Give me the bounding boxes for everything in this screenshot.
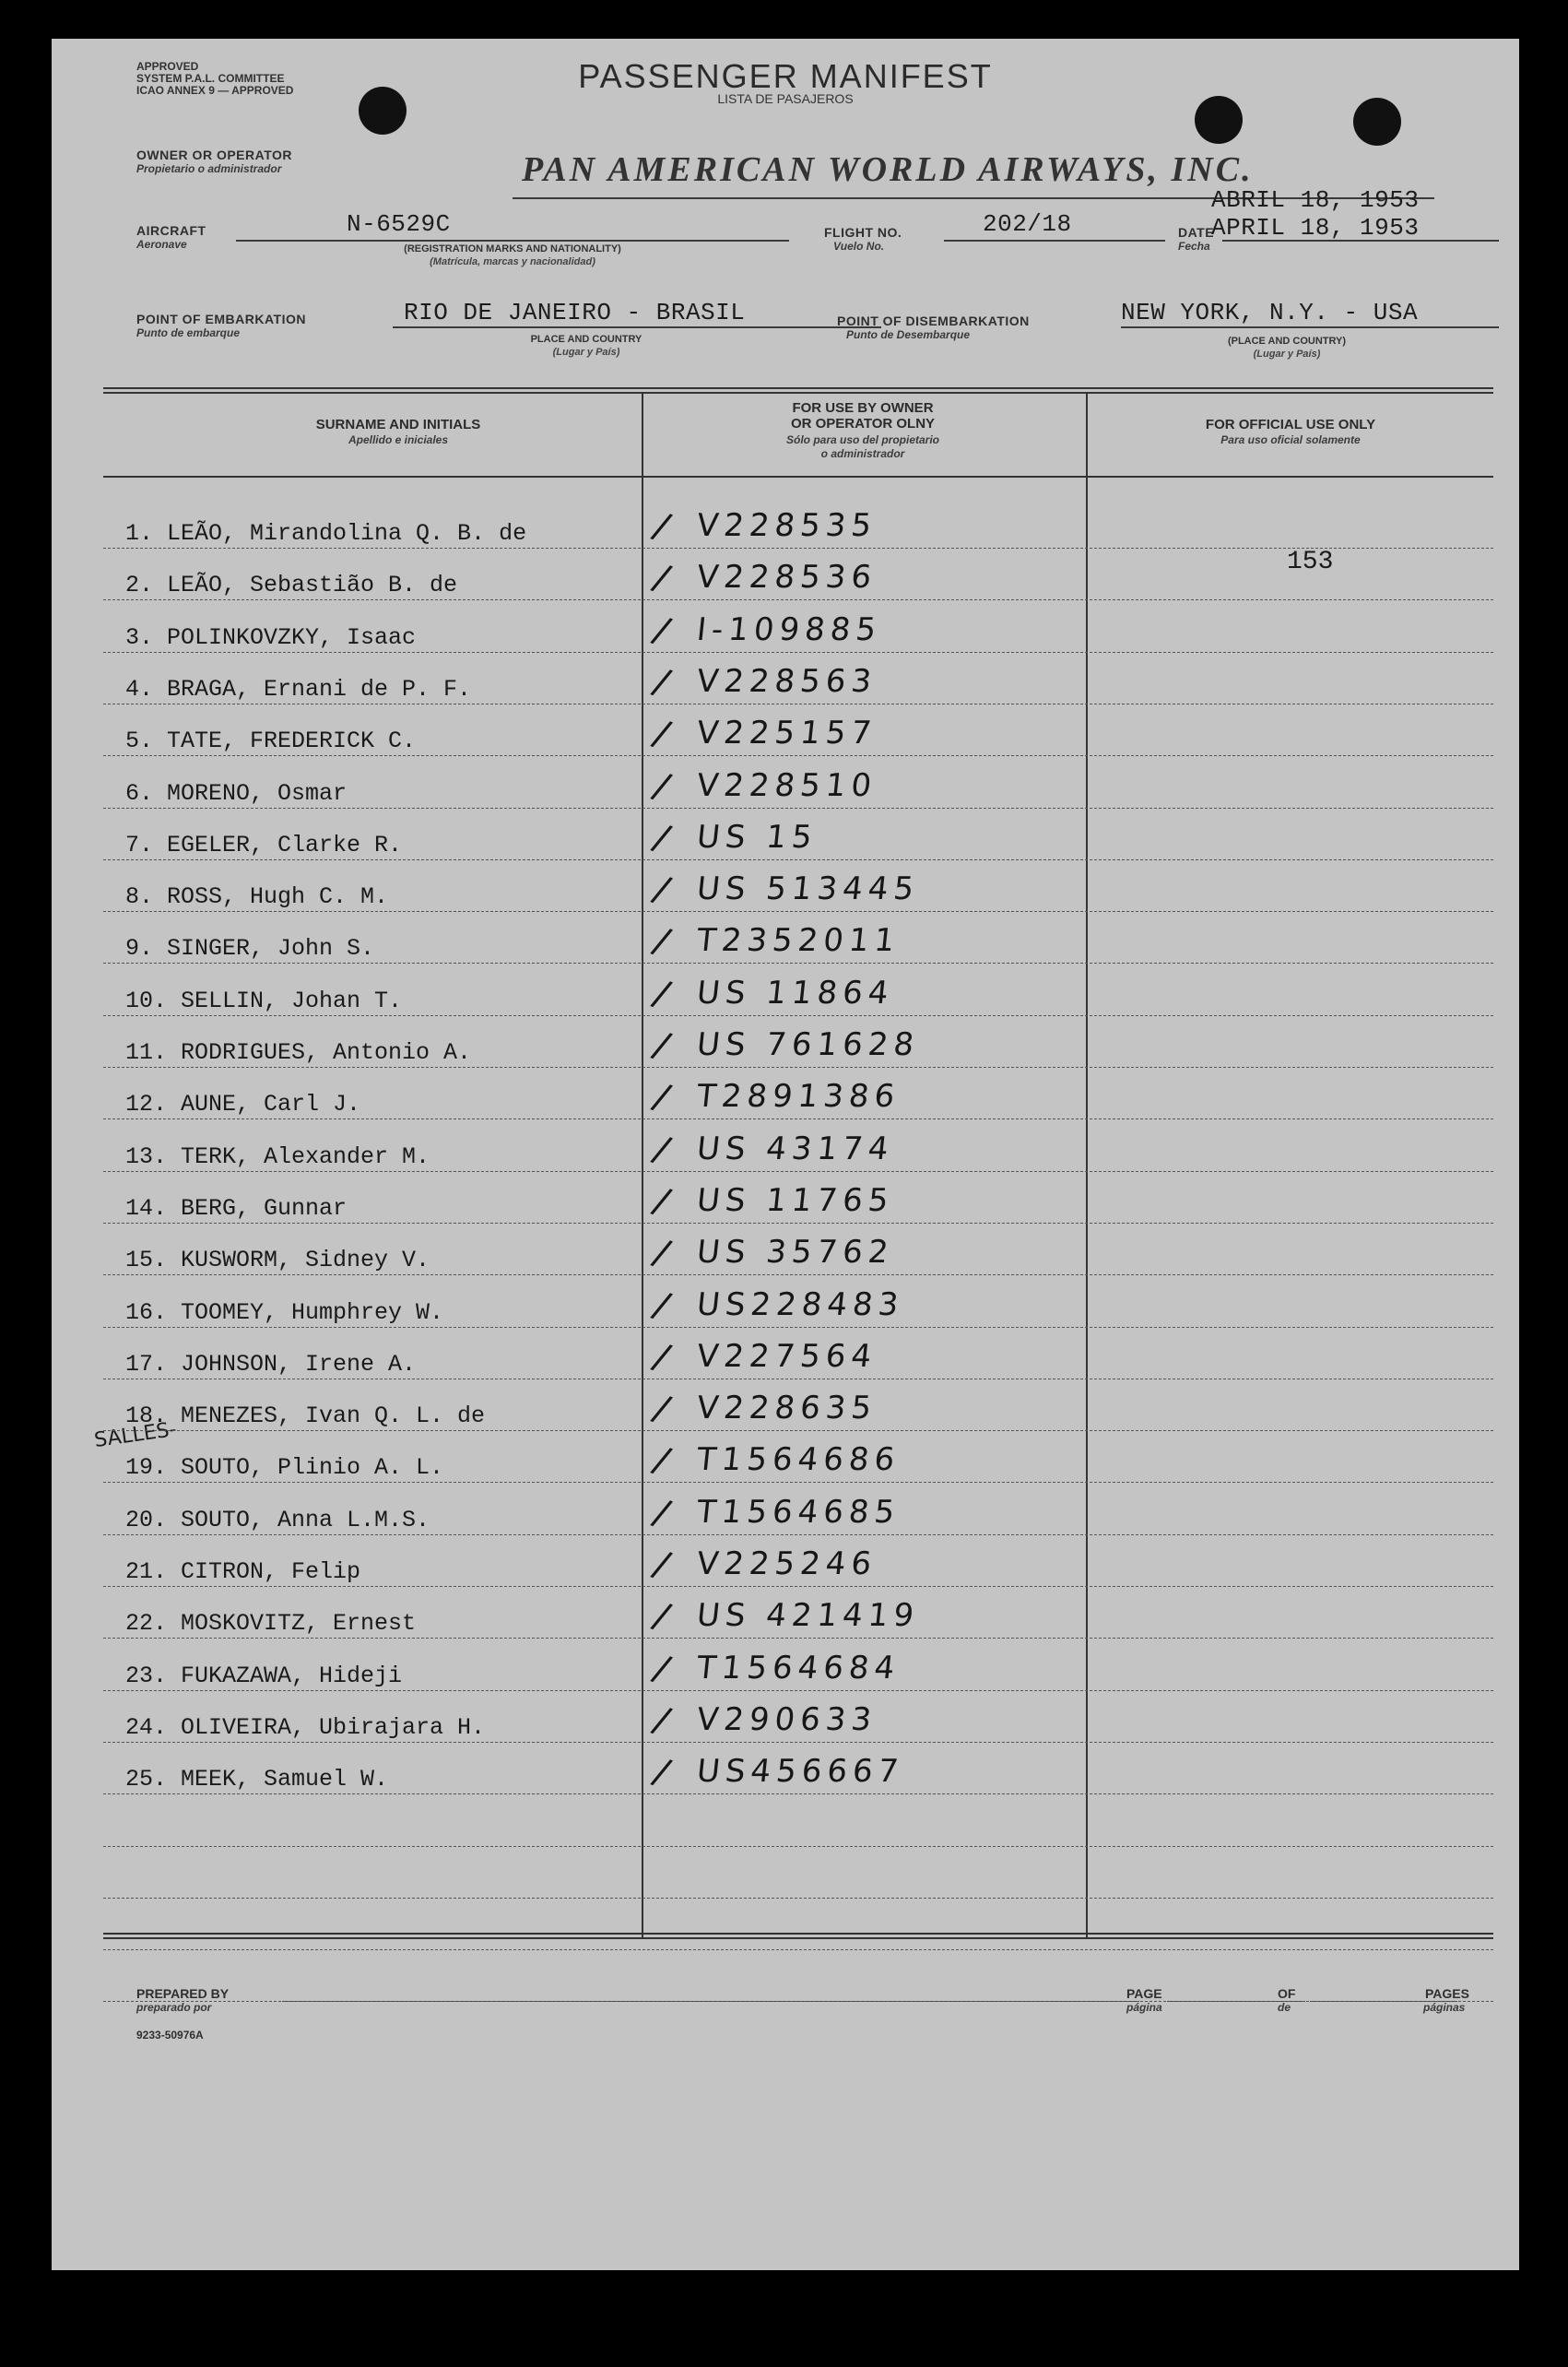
passenger-name: 16. TOOMEY, Humphrey W. <box>125 1299 444 1326</box>
passenger-document-number: V225157 <box>694 715 879 752</box>
disembark-label-es: Punto de Desembarque <box>846 328 971 341</box>
row-rule <box>103 1846 1493 1847</box>
check-mark: / <box>647 1075 676 1119</box>
aircraft-label: AIRCRAFT <box>136 223 206 238</box>
page-label: PAGE <box>1126 1986 1162 2001</box>
check-mark: / <box>647 556 676 600</box>
row-rule <box>103 859 1493 860</box>
form-subtitle: LISTA DE PASAJEROS <box>717 91 854 106</box>
passenger-name: 24. OLIVEIRA, Ubirajara H. <box>125 1714 486 1741</box>
row-rule <box>103 1586 1493 1587</box>
col-header-owner-1: FOR USE BY OWNER <box>792 400 934 416</box>
passenger-document-number: US 421419 <box>694 1597 922 1634</box>
check-mark: / <box>647 1024 676 1068</box>
date-label: DATE <box>1178 225 1215 240</box>
check-mark: / <box>647 609 676 653</box>
owner-label-es: Propietario o administrador <box>136 162 282 175</box>
passenger-name: 15. KUSWORM, Sidney V. <box>125 1247 430 1273</box>
row-rule <box>103 599 1493 600</box>
row-rule <box>103 1482 1493 1483</box>
of-label-es: de <box>1278 2001 1291 2014</box>
passenger-document-number: US 513445 <box>694 870 922 907</box>
page-label-es: página <box>1126 2001 1162 2014</box>
passenger-name: 22. MOSKOVITZ, Ernest <box>125 1610 417 1637</box>
passenger-document-number: V227564 <box>694 1338 879 1375</box>
form-title: PASSENGER MANIFEST <box>578 57 993 95</box>
passenger-document-number: V228535 <box>694 507 879 544</box>
official-note: 153 <box>1287 548 1334 576</box>
passenger-document-number: US 11765 <box>694 1182 896 1219</box>
disembark-value: NEW YORK, N.Y. - USA <box>1121 299 1419 326</box>
passenger-name: 18. MENEZES, Ivan Q. L. de <box>125 1402 486 1429</box>
passenger-name: 17. JOHNSON, Irene A. <box>125 1351 417 1378</box>
row-rule <box>103 1327 1493 1328</box>
passenger-document-number: V228635 <box>694 1390 879 1426</box>
disembark-underline <box>1121 326 1499 328</box>
passenger-document-number: V225246 <box>694 1545 879 1582</box>
prepared-label: PREPARED BY <box>136 1986 230 2001</box>
embark-place-note: PLACE AND COUNTRY <box>530 334 643 345</box>
check-mark: / <box>647 1128 676 1172</box>
row-rule <box>103 911 1493 912</box>
passenger-name: 23. FUKAZAWA, Hideji <box>125 1663 403 1689</box>
table-top-rule-2 <box>103 392 1493 394</box>
row-rule <box>103 1742 1493 1743</box>
aircraft-underline <box>236 240 789 242</box>
passenger-name: 25. MEEK, Samuel W. <box>125 1766 389 1793</box>
row-rule <box>103 1949 1493 1950</box>
aircraft-value: N-6529C <box>347 210 451 238</box>
passenger-document-number: US 11864 <box>694 975 896 1012</box>
passenger-document-number: V228563 <box>694 663 879 700</box>
passenger-document-number: T2352011 <box>694 922 902 959</box>
col-header-owner-2: OR OPERATOR OLNY <box>790 416 936 432</box>
check-mark: / <box>647 1491 676 1535</box>
passenger-document-number: V290633 <box>694 1701 879 1738</box>
check-mark: / <box>647 1231 676 1275</box>
registration-note-es: (Matrícula, marcas y nacionalidad) <box>430 256 595 267</box>
passenger-document-number: V228510 <box>694 767 879 804</box>
passenger-document-number: US 15 <box>694 819 819 856</box>
disembark-place-note: (PLACE AND COUNTRY) <box>1227 336 1347 347</box>
row-rule <box>103 1274 1493 1275</box>
embark-place-note-es: (Lugar y País) <box>552 347 620 358</box>
manifest-sheet <box>52 39 1519 2270</box>
check-mark: / <box>647 1698 676 1743</box>
passenger-document-number: I-109885 <box>694 611 884 648</box>
passenger-name: 14. BERG, Gunnar <box>125 1195 348 1222</box>
col-divider-2 <box>1086 392 1088 1937</box>
check-mark: / <box>647 660 676 704</box>
passenger-name: 20. SOUTO, Anna L.M.S. <box>125 1507 430 1533</box>
row-rule <box>103 1015 1493 1016</box>
passenger-name: 19. SOUTO, Plinio A. L. <box>125 1454 444 1481</box>
row-rule <box>103 1898 1493 1899</box>
pages-label: PAGES <box>1425 1986 1469 2001</box>
passenger-document-number: US 35762 <box>694 1234 896 1271</box>
col-divider-1 <box>642 392 643 1937</box>
table-bottom-rule-2 <box>103 1937 1493 1939</box>
check-mark: / <box>647 1750 676 1794</box>
date-above-value: ABRIL 18, 1953 <box>1211 186 1420 214</box>
flight-label: FLIGHT NO. <box>824 225 902 240</box>
passenger-name: 1. LEÃO, Mirandolina Q. B. de <box>125 520 527 547</box>
check-mark: / <box>647 504 676 549</box>
passenger-name: 12. AUNE, Carl J. <box>125 1091 361 1118</box>
row-rule <box>103 1690 1493 1691</box>
date-value: APRIL 18, 1953 <box>1211 214 1420 242</box>
disembark-label: POINT OF DISEMBARKATION <box>837 314 1030 328</box>
of-label: OF <box>1278 1986 1296 2001</box>
flight-label-es: Vuelo No. <box>833 240 885 253</box>
row-rule <box>103 1118 1493 1119</box>
col-header-owner-es-1: Sólo para uso del propietario <box>785 433 940 446</box>
annotation-salles: SALLES- <box>92 1417 179 1453</box>
row-rule <box>103 963 1493 964</box>
passenger-name: 7. EGELER, Clarke R. <box>125 832 403 858</box>
embark-value: RIO DE JANEIRO - BRASIL <box>404 299 746 326</box>
col-header-official: FOR OFFICIAL USE ONLY <box>1205 417 1376 432</box>
row-rule <box>103 1067 1493 1068</box>
passenger-document-number: T1564684 <box>694 1650 902 1686</box>
prepared-label-es: preparado por <box>136 2001 212 2014</box>
check-mark: / <box>647 868 676 912</box>
row-rule <box>103 652 1493 653</box>
check-mark: / <box>647 919 676 964</box>
passenger-name: 4. BRAGA, Ernani de P. F. <box>125 676 472 703</box>
form-number: 9233-50976A <box>136 2029 204 2042</box>
col-header-surname: SURNAME AND INITIALS <box>315 417 481 432</box>
check-mark: / <box>647 1284 676 1328</box>
passenger-document-number: T1564686 <box>694 1441 902 1478</box>
passenger-name: 10. SELLIN, Johan T. <box>125 988 403 1014</box>
passenger-name: 3. POLINKOVZKY, Isaac <box>125 624 417 651</box>
passenger-name: 5. TATE, FREDERICK C. <box>125 728 417 754</box>
col-header-owner-es-2: o administrador <box>820 447 905 460</box>
check-mark: / <box>647 1647 676 1691</box>
passenger-document-number: T2891386 <box>694 1078 902 1115</box>
check-mark: / <box>647 764 676 809</box>
check-mark: / <box>647 1594 676 1639</box>
check-mark: / <box>647 1335 676 1379</box>
date-label-es: Fecha <box>1178 240 1210 253</box>
passenger-document-number: US456667 <box>694 1753 906 1790</box>
check-mark: / <box>647 1387 676 1431</box>
check-mark: / <box>647 972 676 1016</box>
row-rule <box>103 1223 1493 1224</box>
row-rule <box>103 548 1493 549</box>
row-rule <box>103 1430 1493 1431</box>
col-header-official-es: Para uso oficial solamente <box>1220 433 1361 446</box>
flight-value: 202/18 <box>983 210 1072 238</box>
passenger-name: 11. RODRIGUES, Antonio A. <box>125 1039 472 1066</box>
passenger-name: 21. CITRON, Felip <box>125 1558 361 1585</box>
check-mark: / <box>647 816 676 860</box>
owner-value: PAN AMERICAN WORLD AIRWAYS, INC. <box>522 150 1254 189</box>
embark-label-es: Punto de embarque <box>136 326 241 339</box>
passenger-name: 2. LEÃO, Sebastião B. de <box>125 572 458 598</box>
aircraft-label-es: Aeronave <box>136 238 187 251</box>
pages-label-es: páginas <box>1423 2001 1466 2014</box>
check-mark: / <box>647 1438 676 1483</box>
table-top-rule-1 <box>103 387 1493 389</box>
passenger-document-number: V228536 <box>694 559 879 596</box>
col-header-surname-es: Apellido e iniciales <box>348 433 449 446</box>
row-rule <box>103 1638 1493 1639</box>
header-bottom-rule <box>103 476 1493 478</box>
flight-underline <box>944 240 1165 242</box>
passenger-document-number: US 43174 <box>694 1130 896 1167</box>
disembark-place-note-es: (Lugar y País) <box>1253 349 1321 360</box>
row-rule <box>103 1171 1493 1172</box>
passenger-name: 13. TERK, Alexander M. <box>125 1143 430 1170</box>
table-bottom-rule-1 <box>103 1933 1493 1935</box>
embark-label: POINT OF EMBARKATION <box>136 312 306 326</box>
passenger-document-number: US 761628 <box>694 1026 922 1063</box>
passenger-document-number: US228483 <box>694 1286 906 1323</box>
row-rule <box>103 1793 1493 1794</box>
check-mark: / <box>647 1543 676 1587</box>
row-rule <box>103 1534 1493 1535</box>
passenger-document-number: T1564685 <box>694 1494 902 1531</box>
embark-underline <box>393 326 881 328</box>
passenger-name: 9. SINGER, John S. <box>125 935 375 962</box>
check-mark: / <box>647 712 676 756</box>
row-rule <box>103 808 1493 809</box>
row-rule <box>103 2001 1493 2002</box>
passenger-name: 6. MORENO, Osmar <box>125 780 348 807</box>
check-mark: / <box>647 1179 676 1224</box>
row-rule <box>103 755 1493 756</box>
approval-stamp: APPROVED SYSTEM P.A.L. COMMITTEE ICAO ANNEX 9 — APPROVED <box>136 60 294 97</box>
passenger-name: 8. ROSS, Hugh C. M. <box>125 883 389 910</box>
registration-note: (REGISTRATION MARKS AND NATIONALITY) <box>404 243 621 254</box>
owner-label: OWNER OR OPERATOR <box>136 148 292 162</box>
